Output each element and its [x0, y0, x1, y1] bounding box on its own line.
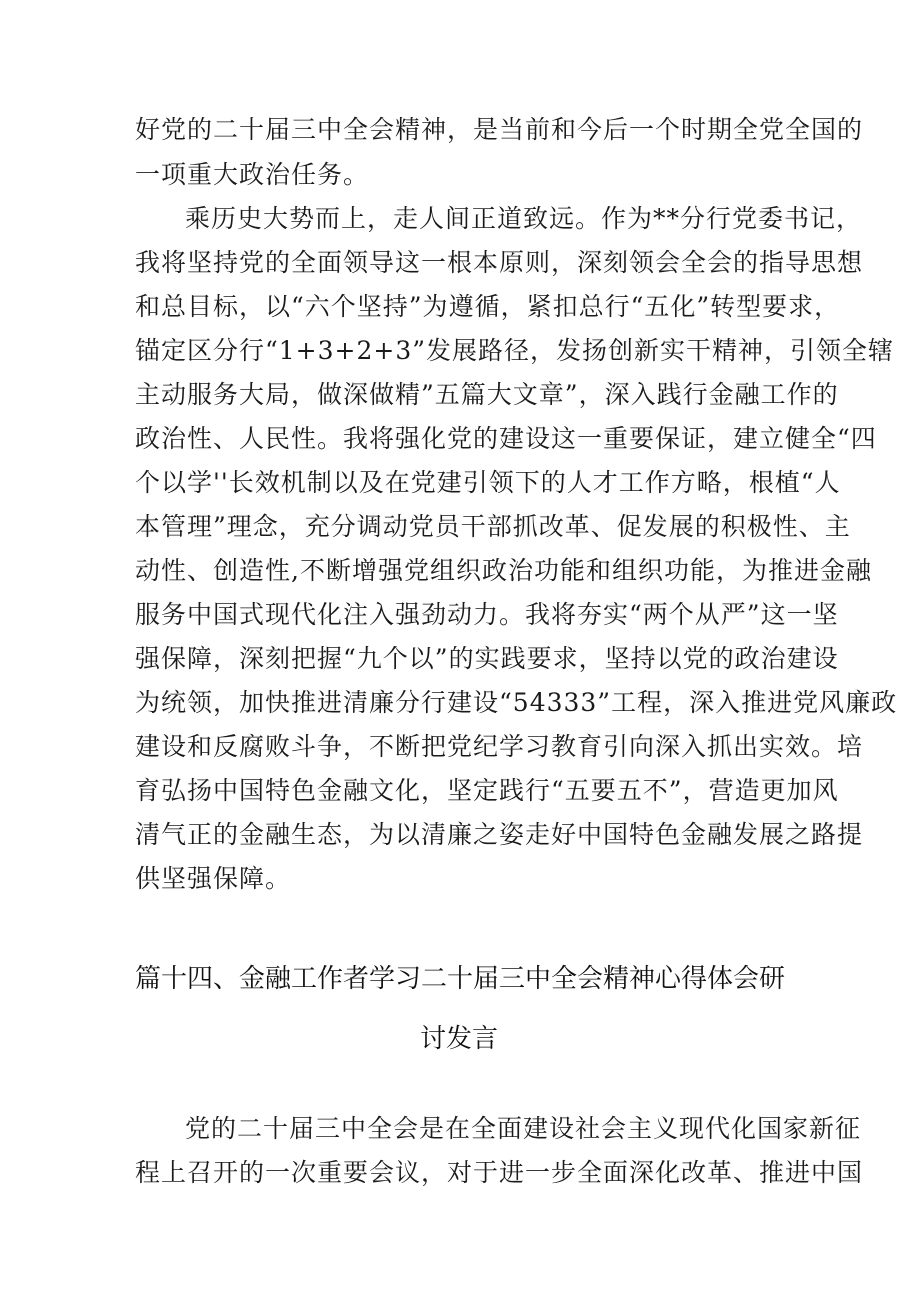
text-line: 服务中国式现代化注入强劲动力。我将夯实“两个从严”这一坚	[135, 600, 839, 629]
text-line: 我将坚持党的全面领导这一根本原则，深刻领会全会的指导思想	[135, 248, 864, 277]
heading-line: 讨发言	[420, 1024, 499, 1054]
text-line: 强保障，深刻把握“九个以”的实践要求，坚持以党的政治建设	[135, 644, 839, 673]
text-line: 建设和反腐败斗争，不断把党纪学习教育引向深入抓出实效。培	[135, 732, 864, 761]
text-line: 供坚强保障。	[135, 864, 292, 893]
text-line: 为统领，加快推进清廉分行建设“54333”工程，深入推进党风廉政	[135, 688, 898, 717]
text-line: 个以学''长效机制以及在党建引领下的人才工作方略，根植“人	[135, 468, 841, 497]
text-line: 政治性、人民性。我将强化党的建设这一重要保证，建立健全“四	[135, 424, 877, 453]
text-line: 清气正的金融生态，为以清廉之姿走好中国特色金融发展之路提	[135, 820, 864, 849]
text-line: 主动服务大局，做深做精”五篇大文章”，深入践行金融工作的	[135, 380, 839, 409]
text-line: 本管理”理念，充分调动党员干部抓改革、促发展的积极性、主	[135, 512, 851, 541]
text-line: 程上召开的一次重要会议，对于进一步全面深化改革、推进中国	[135, 1158, 864, 1187]
text-line: 育弘扬中国特色金融文化，坚定践行“五要五不”，营造更加风	[135, 776, 839, 805]
text-line: 一项重大政治任务。	[135, 160, 370, 189]
text-line: 党的二十届三中全会是在全面建设社会主义现代化国家新征	[185, 1114, 862, 1143]
text-line: 好党的二十届三中全会精神，是当前和今后一个时期全党全国的	[135, 115, 864, 144]
text-line: 乘历史大势而上，走人间正道致远。作为**分行党委书记，	[185, 204, 863, 233]
text-line: 和总目标，以“六个坚持”为遵循，紧扣总行“五化”转型要求，	[135, 292, 841, 321]
heading-line: 篇十四、金融工作者学习二十届三中全会精神心得体会研	[135, 964, 786, 994]
text-line: 锚定区分行“1+3+2+3”发展路径，发扬创新实干精神，引领全辖	[135, 336, 895, 365]
text-line: 动性、创造性,不断增强党组织政治功能和组织功能，为推进金融	[135, 556, 872, 585]
